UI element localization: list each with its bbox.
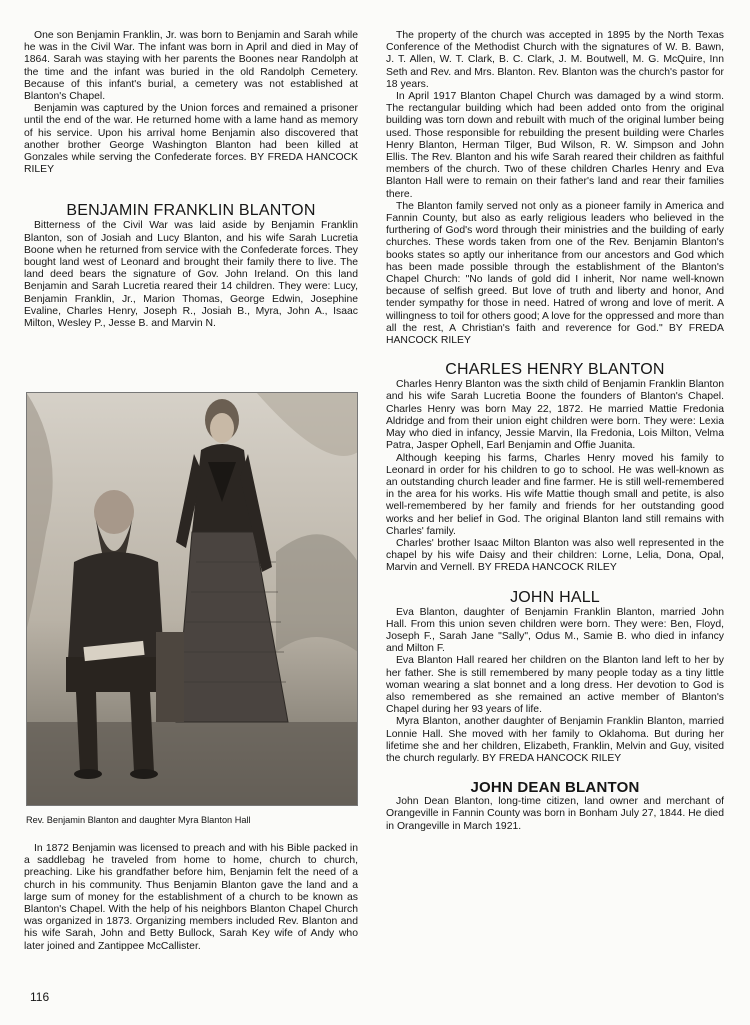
paragraph: In April 1917 Blanton Chapel Church was damaged by a wind storm. The rectangular building which had been added onto from the original building was torn down and rebuilt with much of the original lumber being used. Those responsible for rebuilding the present building were Charles Henry Blanton, Herman Tilger, Bud Wilson, R. W. Simpson and John Ellis. The Rev. Blanton and his wife Sarah reared their children as faithful members of the church. Two of these children Charles Henry and Eva Blanton Hall were to remain on their father's land and rear their families there.	[386, 91, 724, 200]
left-column-lower	[24, 843, 358, 953]
photo-illustration	[26, 392, 358, 806]
paragraph: Charles Henry Blanton was the sixth child of Benjamin Franklin Blanton and his wife Sarah Lucretia Boone the founders of Blanton's Chapel. Charles Henry was born May 22, 1872. He married Mattie Fredonia Aldridge and from their union eight children were born. They were: Lexia May who died in infancy, Jessie Marvin, Ila Fredonia, Lois Milton, Velma Patra, Jasper Ophell, Earl Benjamin and Offie Juanita.	[386, 379, 724, 452]
paragraph: Eva Blanton Hall reared her children on the Blanton land left to her by her father. She is still remembered by many people today as a tiny little woman wearing a slat bonnet and a long dress. Her devotion to God is also remembered as she remained an active member of Blanton's Chapel during her 93 years of life.	[386, 655, 724, 716]
left-column	[24, 30, 358, 330]
section-heading-charles-henry-blanton: CHARLES HENRY BLANTON	[445, 361, 665, 379]
paragraph: The property of the church was accepted in 1895 by the North Texas Conference of the Methodist Church with the signatures of W. B. Bawn, J. T. Allen, W. T. Clark, B. C. Clark, J. M. Boutwell, M. G. McQuire, Inn Seth and Rev. and Mrs. Blanton. Rev. Blanton was the church's pastor for 18 years.	[386, 30, 724, 90]
paragraph: Bitterness of the Civil War was laid aside by Benjamin Franklin Blanton, son of Josiah and Lucy Blanton, and his wife Sarah Lucretia Boone when he returned from service with the Confederate forces. They bought land west of Leonard and brought their family there to live. The land deed bears the signature of Gov. John Ireland. On this land Benjamin and Sarah Lucretia reared their 14 children. They were: Lucy, Benjamin Franklin, Jr., Marion Thomas, George Edwin, Josephine Evaline, Charles Henry, Joseph R., Josiah B., Myra, John A., Isaac Milton, Wesley P., Jesse B. and Marvin N.	[24, 220, 358, 330]
paragraph: The Blanton family served not only as a pioneer family in America and Fannin County, but also as early religious leaders who believed in the furthering of God's word through their ministries and the building of early churches. These words taken from one of the Rev. Benjamin Blanton's books states so aptly our inheritance from our ancestors and God which has been made possible through the establishment of the Blanton's Chapel Church: "No lands of gold did I inherit, Nor name well-known because of selfish greed. But love of truth and liberty and honor, And tender sympathy for those in need. Hatred of wrong and love of merit. A willingness to toil for others good; A love for the oppressed and more than all the rest, A Christian's faith and reverence for God." BY FREDA HANCOCK RILEY	[386, 200, 724, 347]
paragraph: Charles' brother Isaac Milton Blanton was also well represented in the chapel by his wife Daisy and their children: Lorne, Lelia, Dona, Opal, Marvin and Vernell. BY FREDA HANCOCK RILEY	[386, 537, 724, 574]
paragraph: Although keeping his farms, Charles Henry moved his family to Leonard in order for his children to go to school. He was well-known as an outstanding church leader and fine farmer. He is still well-remembered in the area for his works. His wife Mattie though small and petite, is also well-remembered by her family and friends for her outstanding good works and her belief in God. The original Blanton land still remains with Charles' family.	[386, 452, 724, 537]
paragraph: John Dean Blanton, long-time citizen, land owner and merchant of Orangeville in Fannin County was born in Bonham July 27, 1844. He died in Orangeville in March 1921.	[386, 796, 724, 832]
right-column	[386, 30, 724, 833]
portrait-photo	[26, 392, 358, 806]
section-heading-john-dean-blanton: JOHN DEAN BLANTON	[470, 779, 640, 797]
section-heading-john-hall: JOHN HALL	[510, 588, 600, 606]
paragraph: Myra Blanton, another daughter of Benjamin Franklin Blanton, married Lonnie Hall. She moved with her family to Oklahoma. But during her lifetime she and her children, Elizabeth, Franklin, Melvin and Guy, visited the church regularly. BY FREDA HANCOCK RILEY	[386, 716, 724, 764]
paragraph: Eva Blanton, daughter of Benjamin Franklin Blanton, married John Hall. From this union seven children were born. They were: Ben, Floyd, Joseph F., Sarah Jane "Sally", Odus M., Samie B. who died in infancy and Milton F.	[386, 606, 724, 655]
section-heading-benjamin-franklin-blanton: BENJAMIN FRANKLIN BLANTON	[66, 202, 316, 220]
paragraph: One son Benjamin Franklin, Jr. was born to Benjamin and Sarah while he was in the Civil War. The infant was born in April and died in May of 1864. Sarah was staying with her parents the Boones near Randolph at the time and the infant was buried in the old Randolph Cemetery. Because of this infant's burial, a cemetery was not established at Blanton's Chapel.	[24, 30, 358, 103]
photo-caption: Rev. Benjamin Blanton and daughter Myra Blanton Hall	[26, 815, 251, 825]
paragraph: In 1872 Benjamin was licensed to preach and with his Bible packed in a saddlebag he traveled from home to home, church to church, preaching. Like his grandfather before him, Benjamin felt the need of a church in his community. Thus Benjamin Blanton gave the land and a large sum of money for the establishment of a church to be known as Blanton's Chapel. With the help of his neighbors Blanton Chapel Church was organized in 1873. Organizing members included Rev. Blanton and his wife Sarah, John and Betty Bullock, Sarah Key wife of Andy who later joined and Zantippee McCallister.	[24, 843, 358, 952]
paragraph: Benjamin was captured by the Union forces and remained a prisoner until the end of the war. He returned home with a lame hand as memory of his service. Upon his arrival home Benjamin also discovered that another brother George Washington Blanton had been killed at Gonzales while serving the Confederate forces. BY FREDA HANCOCK RILEY	[24, 103, 358, 176]
page-number: 116	[30, 990, 50, 1004]
